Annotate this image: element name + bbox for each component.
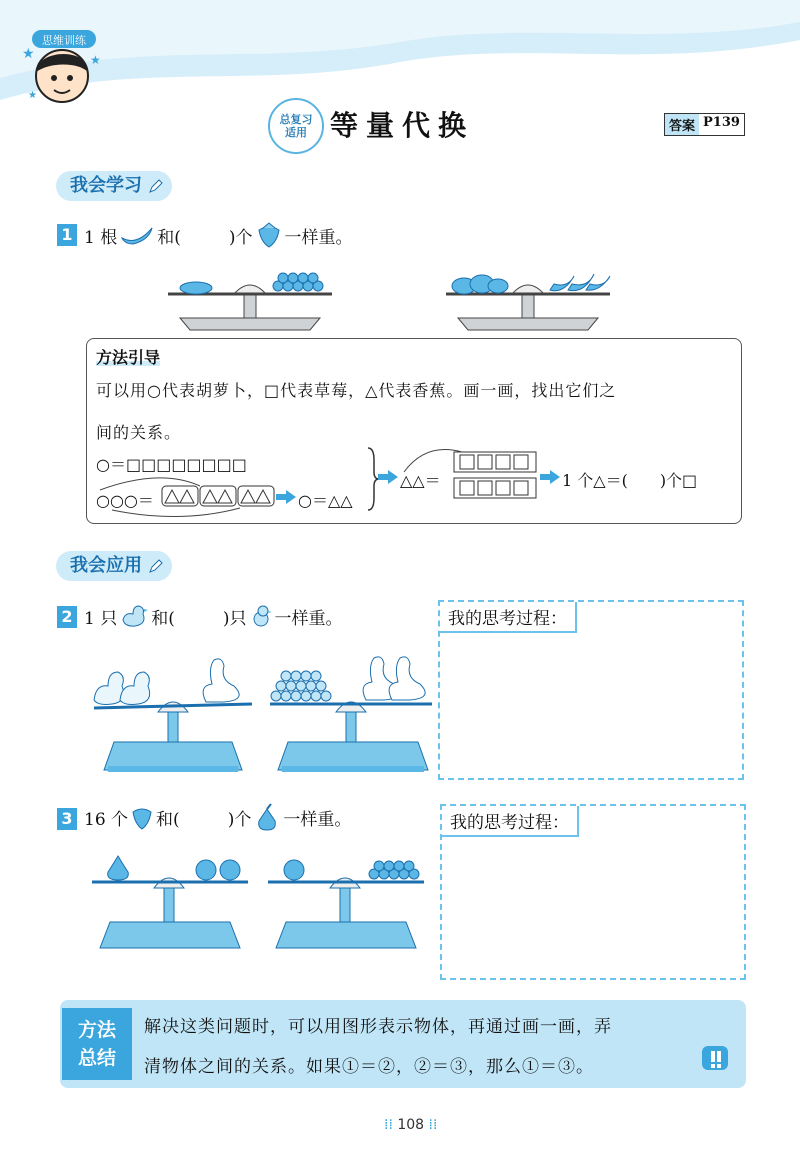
q1-part: 1 根 (84, 227, 118, 248)
method-guide-line-2: 间的关系。 (96, 423, 182, 442)
thinking-area-3[interactable] (440, 804, 746, 980)
q3-part: 16 个 (84, 809, 129, 830)
arrow-right-icon (276, 490, 296, 504)
seal-line-1: 总复习 (279, 113, 313, 126)
q3-part: 一样重。 (283, 809, 352, 830)
chick-icon (249, 604, 273, 628)
question-3-text (84, 802, 351, 832)
section-learn-label: 我会学习 (70, 175, 142, 196)
pencil-icon (148, 558, 164, 574)
summary-tag-line: 方法 (77, 1019, 116, 1041)
question-1-text (84, 220, 353, 250)
strawberry-icon (255, 222, 283, 248)
arrow-right-icon (378, 470, 398, 484)
duck-icon (119, 602, 149, 630)
thinking-label: 我的思考过程： (442, 806, 579, 837)
section-apply (56, 551, 172, 581)
pencil-icon (148, 178, 164, 194)
q1-part: 一样重。 (284, 227, 353, 248)
scale-apple-strawberries (266, 852, 426, 952)
q3-part: )个 (227, 809, 252, 830)
page-title: 等量代换 (330, 109, 475, 142)
mapping-arc (396, 442, 466, 482)
scale-carrot-strawberries (160, 262, 340, 334)
q3-part: 和( (156, 809, 180, 830)
answer-page: P139 (703, 115, 740, 130)
scale-chicks-geese (268, 640, 438, 774)
question-number: 3 (57, 808, 77, 830)
thinking-label: 我的思考过程： (440, 602, 577, 633)
thinking-area-2[interactable] (438, 600, 744, 780)
seal-line-2: 适用 (285, 126, 307, 139)
strawberry-icon (130, 804, 154, 830)
method-guide-line-1: 可以用○代表胡萝卜，□代表草莓，△代表香蕉。画一画，找出它们之 (96, 381, 617, 400)
method-summary-tag (62, 1008, 132, 1080)
banana-icon (119, 224, 155, 246)
q1-part: )个 (228, 227, 253, 248)
q1-part: 和( (157, 227, 181, 248)
svg-text:★: ★ (28, 90, 37, 101)
summary-tag-line: 总结 (77, 1047, 116, 1069)
answer-label: 答案 (665, 114, 699, 135)
page-number-value: 108 (397, 1117, 425, 1133)
page-number: ⁞⁞ 108 ⁞⁞ (384, 1117, 438, 1133)
section-learn (56, 171, 172, 201)
q2-part: 和( (151, 608, 175, 629)
equation-result: 1 个△＝( )个□ (562, 471, 698, 490)
pear-icon (253, 803, 281, 831)
scale-ducks-goose (88, 640, 258, 774)
q2-part: )只 (222, 608, 247, 629)
question-number: 1 (57, 224, 77, 246)
question-number: 2 (57, 606, 77, 628)
exclamation-icon (700, 1044, 730, 1074)
equation-2-left: ○○○＝ (96, 491, 154, 510)
svg-text:★: ★ (90, 53, 101, 67)
equation-2-right: ○＝△△ (298, 491, 353, 510)
boy-mascot-icon (14, 28, 106, 106)
svg-text:★: ★ (22, 46, 35, 62)
scale-carrots-bananas (438, 262, 618, 334)
summary-line-2: 清物体之间的关系。如果①＝②，②＝③，那么①＝③。 (144, 1057, 594, 1077)
q2-part: 1 只 (84, 608, 118, 629)
arrow-right-icon (540, 470, 560, 484)
section-apply-label: 我会应用 (70, 555, 142, 576)
summary-line-1: 解决这类问题时，可以用图形表示物体，再通过画一画，弄 (144, 1017, 612, 1037)
answer-reference (664, 113, 745, 136)
equation-1: ○＝□□□□□□□□ (96, 455, 247, 474)
equation-mid: △△＝ (400, 471, 441, 490)
scale-pear-apples (90, 852, 250, 952)
question-2-text (84, 601, 343, 631)
method-guide-title: 方法引导 (96, 348, 161, 367)
review-seal (268, 98, 324, 154)
grouping-arcs (90, 468, 290, 520)
mascot-badge: 思维训练 (42, 34, 86, 47)
q2-part: 一样重。 (274, 608, 343, 629)
